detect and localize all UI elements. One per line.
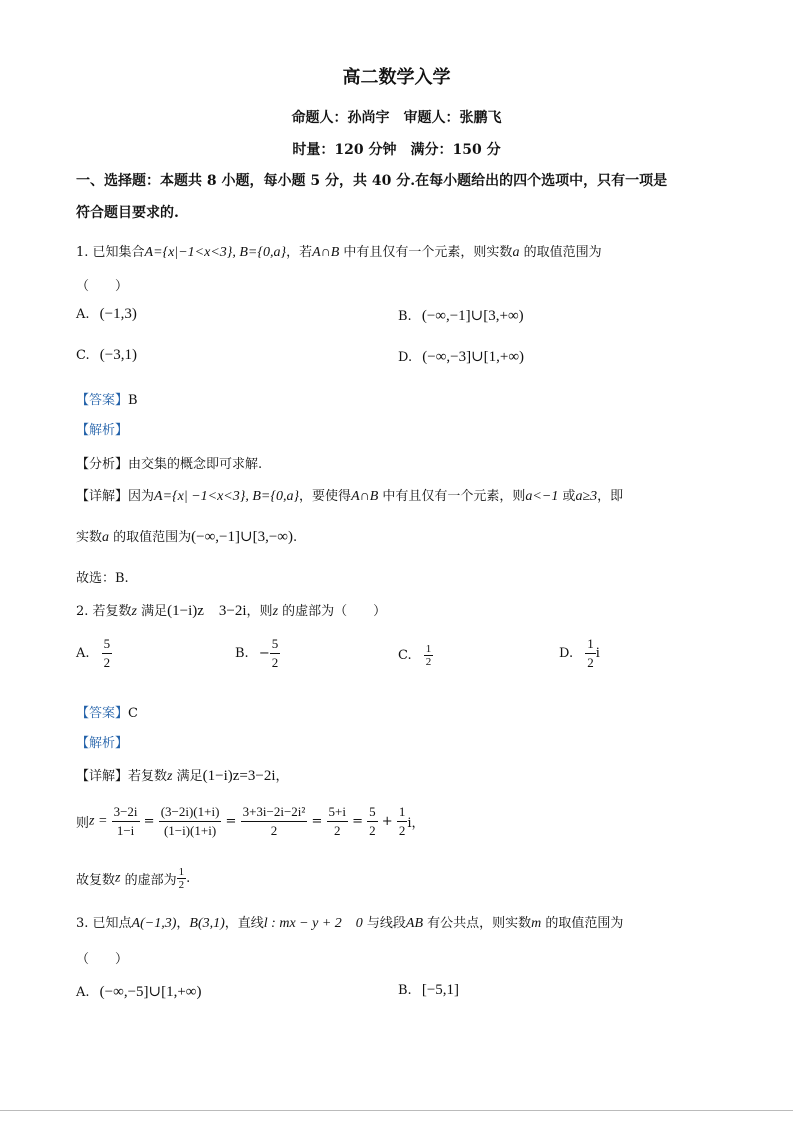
q2-detail-b: 满足 xyxy=(172,769,203,784)
q2-option-c-den: 2 xyxy=(425,656,432,668)
q2-z-eq: z = xyxy=(89,813,108,829)
q2-suffix2: 的虚部为（ ） xyxy=(278,604,387,619)
q2-frac-6 xyxy=(397,803,408,840)
time-score-line: 时量：120 分钟 满分：150 分 xyxy=(292,142,501,158)
q2-frac-6-den: 2 xyxy=(398,823,406,838)
q2-frac-1-den: 1−i xyxy=(116,823,135,838)
q3-option-b-value: [−5,1] xyxy=(421,982,460,998)
q2-option-c xyxy=(398,643,433,668)
q2-frac-6-num: 1 xyxy=(397,803,408,822)
q2-option-a-label: A. xyxy=(76,646,90,661)
q1-fenxi-tag: 【分析】 xyxy=(76,457,129,472)
q2-option-d-den: 2 xyxy=(587,655,594,670)
q3-suffix: 有公共点，则实数 xyxy=(423,916,532,931)
q1-detail-cond2: a≥3 xyxy=(575,489,598,504)
q2-frac-2 xyxy=(159,803,222,840)
q1-option-a-value: (−1,3) xyxy=(99,306,137,322)
q1-option-d-value: (−∞,−3]∪[1,+∞) xyxy=(422,349,525,365)
q1-option-b xyxy=(398,306,524,325)
q2-frac-2-den: (1−i)(1+i) xyxy=(163,823,217,838)
q1-analysis-tag: 【解析】 xyxy=(76,423,129,438)
q2-option-c-label: C. xyxy=(398,648,412,663)
q3-paren: （ ） xyxy=(76,952,129,967)
q1-fenxi xyxy=(76,453,262,472)
q1-detail-end: . xyxy=(292,530,298,545)
q2-option-b-label: B. xyxy=(235,646,249,661)
q3-seg: AB xyxy=(405,916,424,931)
question-1-stem xyxy=(76,241,602,261)
q2-option-d-num: 1 xyxy=(585,635,596,654)
q2-prefix: 2. 若复数 xyxy=(76,604,132,619)
q1-option-c-label: C. xyxy=(76,348,90,363)
q3-option-a-value: (−∞,−5]∪[1,+∞) xyxy=(99,984,202,1000)
q1-detail-ab: A∩B xyxy=(351,489,379,504)
q3-mid2: 与线段 xyxy=(362,916,406,931)
q1-detail-var: a xyxy=(102,530,110,545)
q1-detail-tag: 【详解】 xyxy=(76,489,129,504)
q2-concl-num: 1 xyxy=(178,866,185,878)
q2-option-a xyxy=(76,635,112,672)
q1-conclusion: 故选：B. xyxy=(76,571,129,586)
q2-eq-sign-1: = xyxy=(143,814,155,829)
q3-prefix: 3. 已知点 xyxy=(76,916,132,931)
q1-detail-line1 xyxy=(76,485,623,505)
q1-detail-or: 或 xyxy=(558,489,576,504)
q3-suffix2: 的取值范围为 xyxy=(541,916,624,931)
q2-option-b-den: 2 xyxy=(271,655,279,670)
q2-mid: 满足 xyxy=(137,604,168,619)
q2-plus: + xyxy=(381,814,393,829)
q2-option-d-tail: i xyxy=(595,645,600,661)
q1-detail-sets: A={x| −1<x<3}, B={0,a} xyxy=(154,489,300,504)
q2-suffix: ，则 xyxy=(246,604,273,619)
q2-var2: z xyxy=(272,604,279,619)
q1-sets: A={x|−1<x<3}, B={0,a} xyxy=(144,245,287,260)
q2-then: 则 xyxy=(76,816,90,831)
q2-answer-tag: 【答案】 xyxy=(76,706,129,721)
q2-option-a-fraction xyxy=(102,635,113,672)
q3-point-b: B(3,1) xyxy=(189,916,225,931)
q2-frac-4 xyxy=(327,803,348,840)
q2-option-c-num: 1 xyxy=(425,643,432,655)
q2-option-b-num: 5 xyxy=(270,635,281,654)
page-bottom-divider xyxy=(0,1110,793,1111)
q1-answer-tag: 【答案】 xyxy=(76,393,129,408)
q3-option-a xyxy=(76,982,202,1001)
q2-detail-tag: 【详解】 xyxy=(76,769,129,784)
q2-detail-c: ， xyxy=(275,769,289,784)
q1-detail-c: 中有且仅有一个元素，则 xyxy=(378,489,526,504)
q1-prefix: 1. 已知集合 xyxy=(76,245,145,260)
question-3-stem xyxy=(76,912,623,932)
q2-concl-b: 的虚部为 xyxy=(120,873,177,888)
q2-option-a-den: 2 xyxy=(103,655,111,670)
q1-answer xyxy=(76,389,138,408)
q2-frac-6-tail: i， xyxy=(407,816,425,831)
q3-option-b-label: B. xyxy=(398,983,412,998)
q2-answer-value: C xyxy=(128,706,138,721)
q3-option-b xyxy=(398,982,459,999)
q2-conclusion xyxy=(76,866,190,891)
section1-heading-line1: 一、选择题：本题共 8 小题，每小题 5 分，共 40 分.在每小题给出的四个选项中，只有一项是 xyxy=(76,173,668,189)
q1-suffix: 中有且仅有一个元素，则实数 xyxy=(339,245,513,260)
q1-var: a xyxy=(512,245,520,260)
q2-eq-sign-2: = xyxy=(225,814,237,829)
q2-concl-a: 故复数 xyxy=(76,873,116,888)
q2-frac-5 xyxy=(367,803,378,840)
q2-concl-end: . xyxy=(186,871,191,886)
q1-detail-b: ，要使得 xyxy=(299,489,352,504)
q1-option-d-label: D. xyxy=(398,350,413,365)
q2-option-d-fraction xyxy=(585,635,596,672)
q2-option-d xyxy=(559,635,600,672)
q1-middle: ，若 xyxy=(286,245,313,260)
q2-concl-fraction xyxy=(177,866,187,891)
q2-frac-3-num: 3+3i−2i−2i² xyxy=(241,803,308,822)
q2-eq-sign-4: = xyxy=(352,814,364,829)
q2-option-c-fraction xyxy=(424,643,434,668)
q1-detail-e: 实数 xyxy=(76,530,103,545)
q2-concl-den: 2 xyxy=(178,879,185,891)
q3-option-a-label: A. xyxy=(76,985,90,1000)
q2-frac-1 xyxy=(112,803,140,840)
q2-eq-sign-3: = xyxy=(311,814,323,829)
q2-frac-3-den: 2 xyxy=(270,823,278,838)
q1-option-a-label: A. xyxy=(76,307,90,322)
q2-frac-5-den: 2 xyxy=(369,823,376,838)
q3-mid: ，直线 xyxy=(224,916,264,931)
q1-detail-f: 的取值范围为 xyxy=(109,530,192,545)
q1-intersect: A∩B xyxy=(312,245,340,260)
q1-option-a xyxy=(76,306,137,323)
q2-detail-line1 xyxy=(76,765,289,785)
q3-line: l : mx − y + 2 0 xyxy=(263,916,363,931)
section1-heading-line2: 符合题目要求的. xyxy=(76,205,179,221)
q2-frac-5-num: 5 xyxy=(367,803,378,822)
q1-option-d xyxy=(398,347,524,366)
q2-analysis-tag: 【解析】 xyxy=(76,736,129,751)
q2-detail-eq: (1−i)z=3−2i xyxy=(202,768,276,784)
q1-detail-line2 xyxy=(76,526,297,546)
q2-option-b-sign: − xyxy=(258,646,270,661)
q3-comma: ， xyxy=(176,916,190,931)
q1-detail-d: ，即 xyxy=(597,489,624,504)
q1-option-c-value: (−3,1) xyxy=(99,347,137,363)
q2-var: z xyxy=(131,604,137,619)
q2-frac-1-num: 3−2i xyxy=(112,803,140,822)
question-2-stem xyxy=(76,599,386,620)
q1-detail-range: (−∞,−1]∪[3,−∞) xyxy=(191,529,293,545)
q2-eq: (1−i)z 3−2i xyxy=(167,603,247,619)
q2-detail-var: z xyxy=(167,769,173,784)
q1-option-b-value: (−∞,−1]∪[3,+∞) xyxy=(421,308,524,324)
q3-var: m xyxy=(531,916,542,931)
q1-detail-a: 因为 xyxy=(128,489,155,504)
q2-answer xyxy=(76,702,138,721)
q2-option-b-fraction xyxy=(270,635,281,672)
q1-option-c xyxy=(76,347,137,364)
q1-answer-value: B xyxy=(128,393,138,408)
q2-frac-4-num: 5+i xyxy=(327,803,348,822)
q2-frac-4-den: 2 xyxy=(333,823,341,838)
q2-option-d-label: D. xyxy=(559,646,574,661)
q1-fenxi-text: 由交集的概念即可求解. xyxy=(128,457,263,472)
q2-option-b xyxy=(235,635,280,672)
page-title: 高二数学入学 xyxy=(342,67,451,88)
q2-frac-3 xyxy=(241,803,308,840)
q1-suffix2: 的取值范围为 xyxy=(519,245,602,260)
q1-paren: （ ） xyxy=(76,279,129,294)
q1-option-b-label: B. xyxy=(398,309,412,324)
q2-frac-2-num: (3−2i)(1+i) xyxy=(159,803,222,822)
q2-option-a-num: 5 xyxy=(102,635,113,654)
q2-concl-var: z xyxy=(115,870,121,886)
q1-detail-cond1: a<−1 xyxy=(525,489,559,504)
q3-point-a: A(−1,3) xyxy=(131,916,177,931)
q2-detail-a: 若复数 xyxy=(128,769,168,784)
authors-line: 命题人：孙尚宇 审题人：张鹏飞 xyxy=(291,110,502,126)
q2-derivation xyxy=(76,803,425,840)
